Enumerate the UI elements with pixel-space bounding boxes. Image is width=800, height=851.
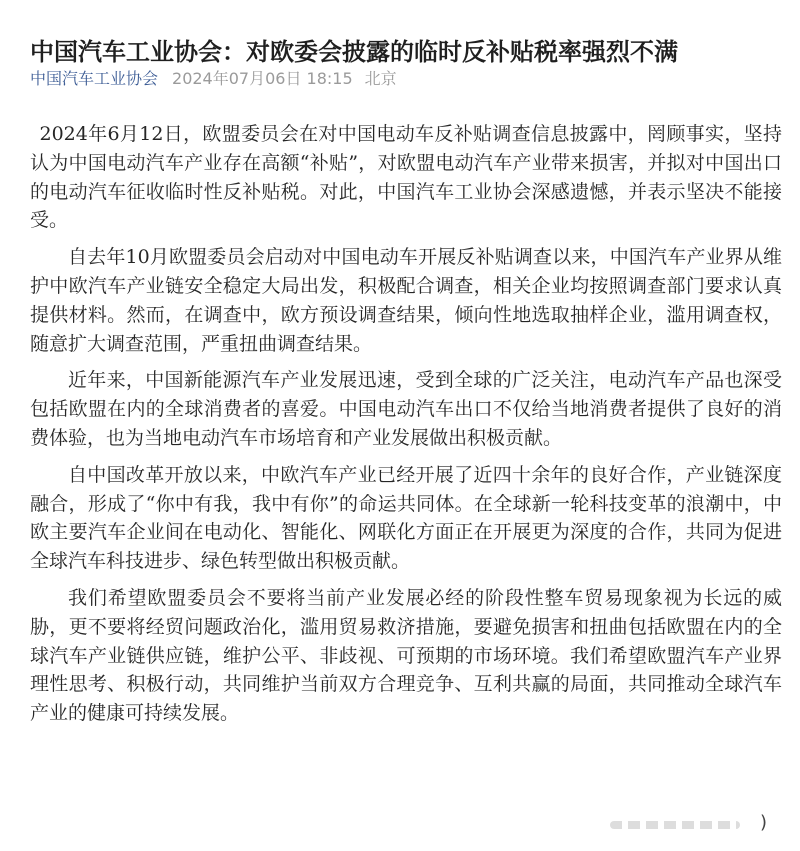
article-paragraph: 2024年6月12日，欧盟委员会在对中国电动车反补贴调查信息披露中，罔顾事实，坚持认为中国电动汽车产业存在高额“补贴”，对欧盟电动汽车产业带来损害，并拟对中国出口的电动汽车征收临时性反补贴税。对此，中国汽车工业协会深感遗憾，并表示坚决不能接受。 [30,123,782,232]
footer-bracket: ) [760,812,768,833]
divider-dots [610,821,740,829]
footer-divider [610,814,740,836]
article-paragraph: 近年来，中国新能源汽车产业发展迅速，受到全球的广泛关注，电动汽车产品也深受包括欧盟在内的全球消费者的喜爱。中国电动汽车出口不仅给当地消费者提供了良好的消费体验，也为当地电动汽车市场培育和产业发展做出积极贡献。 [30,369,782,449]
article-paragraph: 自中国改革开放以来，中欧汽车产业已经开展了近四十余年的良好合作，产业链深度融合，形成了“你中有我，我中有你”的命运共同体。在全球新一轮科技变革的浪潮中，中欧主要汽车企业间在电动化、智能化、网联化方面正在开展更为深度的合作，共同为促进全球汽车科技进步、绿色转型做出积极贡献。 [30,463,782,573]
article-paragraph: 自去年10月欧盟委员会启动对中国电动车开展反补贴调查以来，中国汽车产业界从维护中欧汽车产业链安全稳定大局出发，积极配合调查，相关企业均按照调查部门要求认真提供材料。然而，在调查中，欧方预设调查结果，倾向性地选取抽样企业，滥用调查权，随意扩大调查范围，严重扭曲调查结果。 [30,246,782,355]
article-title: 中国汽车工业协会：对欧委会披露的临时反补贴税率强烈不满 [30,38,678,67]
article-paragraph: 我们希望欧盟委员会不要将当前产业发展必经的阶段性整车贸易现象视为长远的威胁，更不要将经贸问题政治化，滥用贸易救济措施，要避免损害和扭曲包括欧盟在内的全球汽车产业链供应链，维护公平、非歧视、可预期的市场环境。我们希望欧盟汽车产业界理性思考、积极行动，共同维护当前双方合理竞争、互利共赢的局面，共同推动全球汽车产业的健康可持续发展。 [30,586,782,725]
article-meta [30,66,397,92]
publish-date: 2024年07月06日 18:15 [172,69,353,88]
source-link[interactable]: 中国汽车工业协会 [30,69,159,88]
article-body [30,120,782,736]
publish-location: 北京 [364,69,397,88]
